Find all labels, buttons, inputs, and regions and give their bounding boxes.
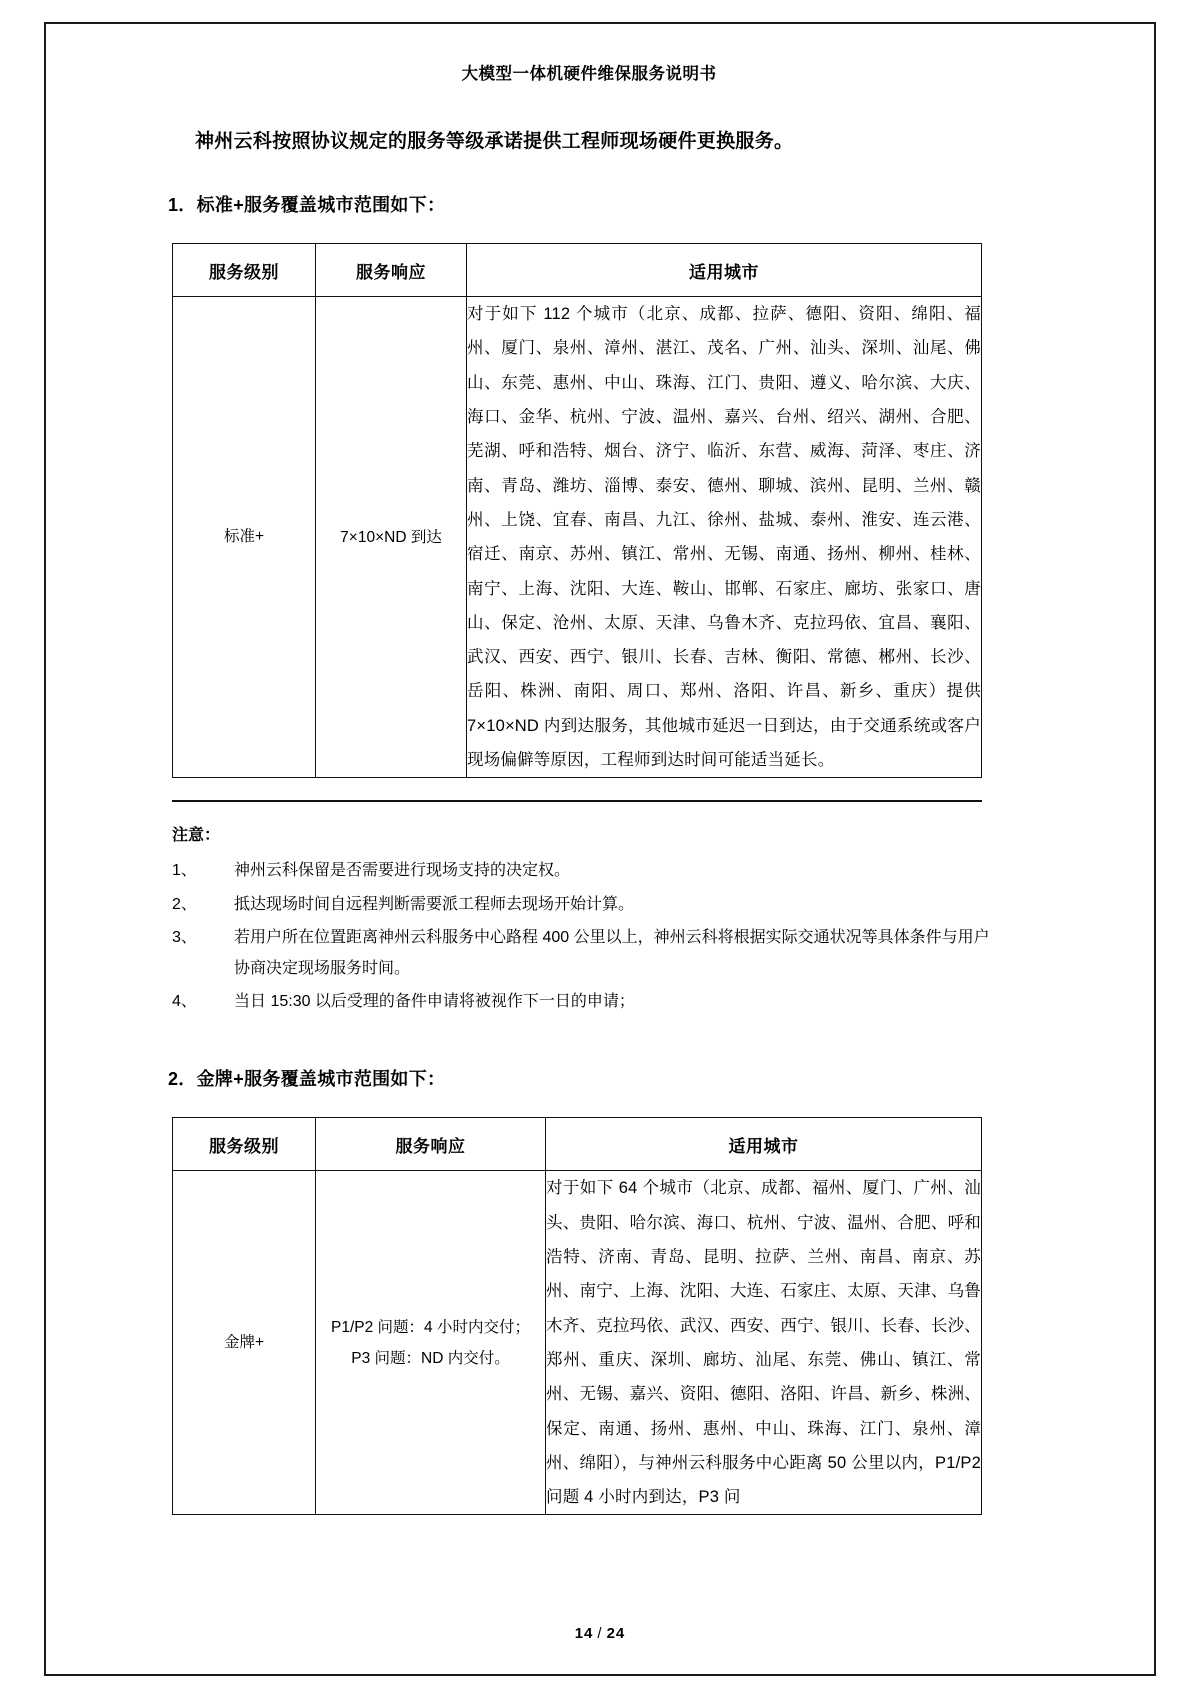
footer-separator: / [597, 1625, 603, 1642]
list-item [172, 855, 992, 886]
list-item [172, 889, 992, 920]
document-header-title: 大模型一体机硬件维保服务说明书 [461, 65, 717, 83]
table-header-row [173, 1118, 982, 1171]
cell-service-response [316, 1171, 546, 1515]
cell-applicable-cities: 对于如下 112 个城市（北京、成都、拉萨、德阳、资阳、绵阳、福州、厦门、泉州、漳州、湛江、茂名、广州、汕头、深圳、汕尾、佛山、东莞、惠州、中山、珠海、江门、贵阳、遵义、哈尔滨、大庆、海口、金华、杭州、宁波、温州、嘉兴、台州、绍兴、湖州、合肥、芜湖、呼和浩特、烟台、济宁、临沂、东营、威海、菏泽、枣庄、济南、青岛、潍坊、淄博、泰安、德州、聊城、滨州、昆明、兰州、赣州、上饶、宜春、南昌、九江、徐州、盐城、泰州、淮安、连云港、宿迁、南京、苏州、镇江、常州、无锡、南通、扬州、柳州、桂林、南宁、上海、沈阳、大连、鞍山、邯郸、石家庄、廊坊、张家口、唐山、保定、沧州、太原、天津、乌鲁木齐、克拉玛依、宜昌、襄阳、武汉、西安、西宁、银川、长春、吉林、衡阳、常德、郴州、长沙、岳阳、株洲、南阳、周口、郑州、洛阳、许昌、新乡、重庆）提供 7×10×ND 内到达服务，其他城市延迟一日到达，由于交通系统或客户现场偏僻等原因，工程师到达时间可能适当延长。 [467, 297, 982, 778]
list-item [172, 922, 992, 984]
cell-service-level: 金牌+ [173, 1171, 316, 1515]
note-number: 1、 [172, 862, 197, 880]
column-header-service-level: 服务级别 [173, 244, 316, 297]
list-item [172, 986, 992, 1017]
footer-current-page: 14 [574, 1625, 594, 1642]
section-1-heading: 1．标准+服务覆盖城市范围如下： [168, 195, 446, 215]
cell-service-level: 标准+ [173, 297, 316, 778]
column-header-applicable-cities: 适用城市 [546, 1118, 982, 1171]
page-content [110, 60, 1090, 1515]
note-text: 神州云科保留是否需要进行现场支持的决定权。 [234, 862, 571, 880]
column-header-applicable-cities: 适用城市 [467, 244, 982, 297]
column-header-service-level: 服务级别 [173, 1118, 316, 1171]
note-text: 抵达现场时间自远程判断需要派工程师去现场开始计算。 [234, 895, 635, 913]
note-number: 3、 [172, 928, 197, 946]
response-line-1: P1/P2 问题：4 小时内交付； [331, 1318, 530, 1336]
notes-list [172, 855, 992, 1017]
response-line-2: P3 问题：ND 内交付。 [351, 1349, 510, 1367]
intro-paragraph: 神州云科按照协议规定的服务等级承诺提供工程师现场硬件更换服务。 [195, 131, 794, 152]
note-number: 4、 [172, 993, 197, 1011]
notes-title: 注意： [172, 827, 221, 845]
footer-total-pages: 24 [606, 1625, 626, 1642]
section-divider [172, 800, 982, 802]
table-row [173, 297, 982, 778]
gold-plus-city-table [172, 1117, 982, 1515]
page-footer [0, 1625, 1200, 1642]
note-text: 当日 15:30 以后受理的备件申请将被视作下一日的申请； [234, 993, 635, 1011]
column-header-service-response: 服务响应 [316, 1118, 546, 1171]
standard-plus-city-table [172, 243, 982, 778]
cell-service-response: 7×10×ND 到达 [316, 297, 467, 778]
table-row [173, 1171, 982, 1515]
note-number: 2、 [172, 895, 197, 913]
table-header-row [173, 244, 982, 297]
section-2-heading: 2．金牌+服务覆盖城市范围如下： [168, 1069, 446, 1090]
column-header-service-response: 服务响应 [316, 244, 467, 297]
cell-applicable-cities: 对于如下 64 个城市（北京、成都、福州、厦门、广州、汕头、贵阳、哈尔滨、海口、杭州、宁波、温州、合肥、呼和浩特、济南、青岛、昆明、拉萨、兰州、南昌、南京、苏州、南宁、上海、沈阳、大连、石家庄、太原、天津、乌鲁木齐、克拉玛依、武汉、西安、西宁、银川、长春、长沙、郑州、重庆、深圳、廊坊、汕尾、东莞、佛山、镇江、常州、无锡、嘉兴、资阳、德阳、洛阳、许昌、新乡、株洲、保定、南通、扬州、惠州、中山、珠海、江门、泉州、漳州、绵阳），与神州云科服务中心距离 50 公里以内，P1/P2 问题 4 小时内到达，P3 问 [546, 1171, 982, 1515]
note-text: 若用户所在位置距离神州云科服务中心路程 400 公里以上，神州云科将根据实际交通状况等具体条件与用户协商决定现场服务时间。 [234, 928, 990, 977]
